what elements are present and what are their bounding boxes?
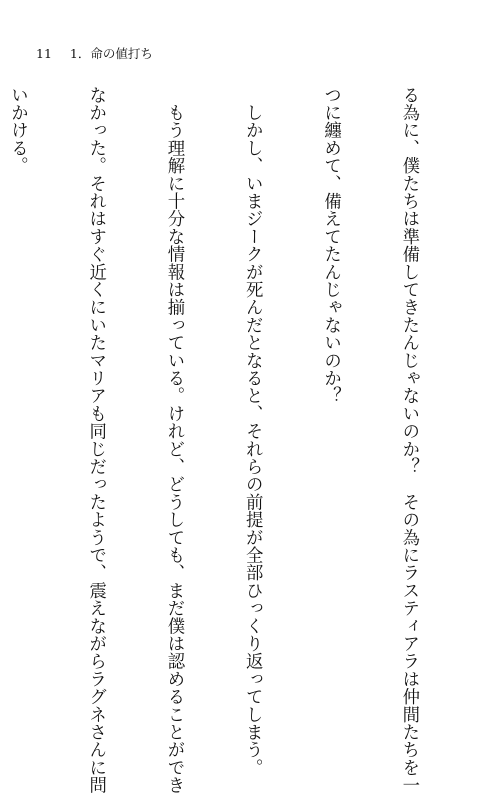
text-column: る為に、僕たちは準備してきたんじゃないのか？ その為にラスティアラは仲間たちを一 — [398, 86, 419, 794]
text-column: もう理解に十分な情報は揃っている。けれど、どうしても、まだ僕は認めることができ — [163, 86, 184, 794]
page-number: 11 — [36, 46, 52, 61]
text-column: いかける。 — [7, 86, 28, 175]
vertical-body-text — [7, 86, 474, 794]
running-header — [36, 44, 236, 64]
text-column: しかし、いまジークが死んだとなると、それらの前提が全部ひっくり返ってしまう。 — [242, 86, 263, 777]
text-column: なかった。それはすぐ近くにいたマリアも同じだったようで、震えながらラグネさんに問 — [85, 86, 106, 794]
chapter-title: 1．命の値打ち — [69, 46, 153, 61]
text-column: つに纏めて、備えてたんじゃないのか？ — [320, 86, 341, 405]
